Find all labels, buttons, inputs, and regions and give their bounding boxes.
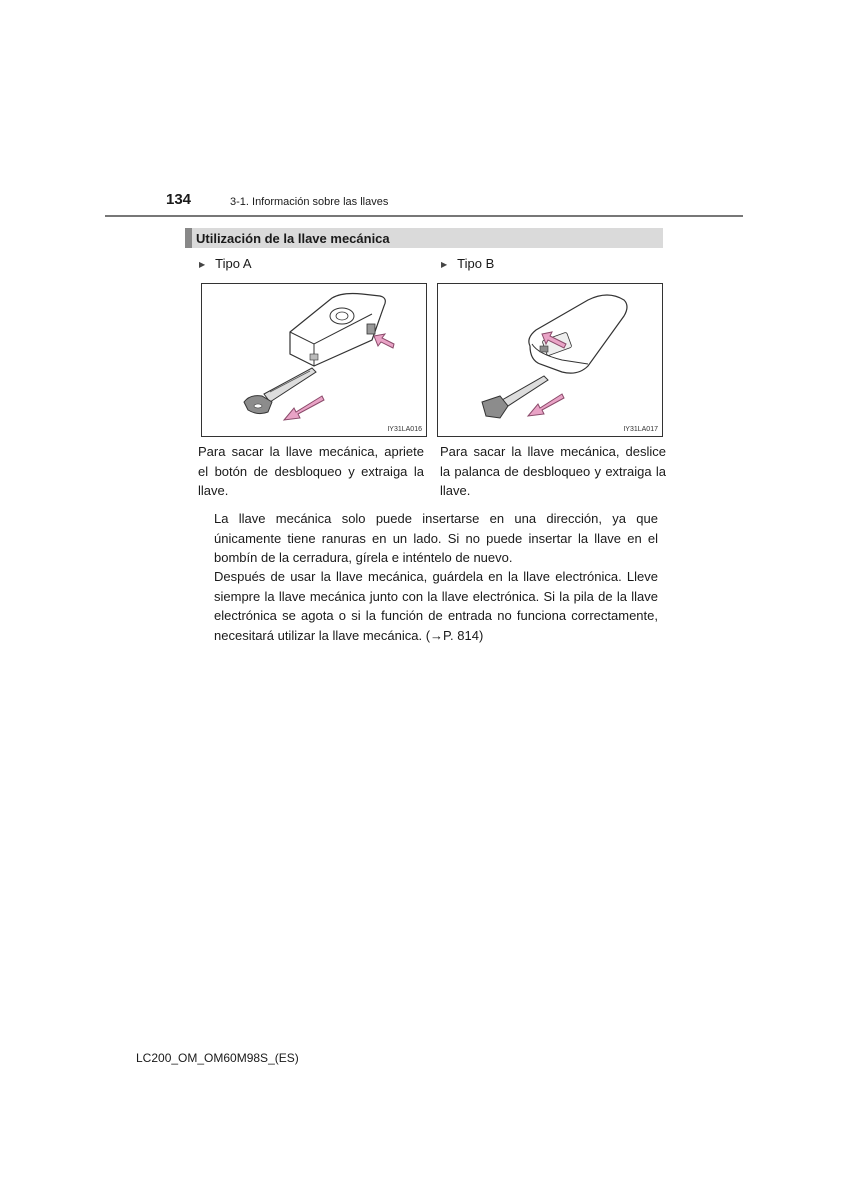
key-type-b-illustration bbox=[438, 284, 662, 436]
type-b-text: Tipo B bbox=[457, 256, 495, 271]
subheading: Utilización de la llave mecánica bbox=[196, 231, 390, 246]
section-title: 3-1. Información sobre las llaves bbox=[230, 196, 389, 208]
triangle-bullet-icon: ▶ bbox=[441, 260, 448, 269]
caption-type-a: Para sacar la llave mecánica, apriete el botón de desbloqueo y extraiga la llave. bbox=[198, 444, 424, 498]
caption-type-b: Para sacar la llave mecánica, deslice la palanca de desbloqueo y extraiga la llave. bbox=[440, 444, 666, 498]
header-rule bbox=[105, 215, 743, 217]
key-type-a-illustration bbox=[202, 284, 426, 436]
footer-code: LC200_OM_OM60M98S_(ES) bbox=[136, 1051, 299, 1065]
figure-type-a bbox=[201, 283, 427, 437]
body-paragraph: La llave mecánica solo puede insertarse en una dirección, ya que únicamente tiene ranuras en un lado. Si no puede insertar la llave en el bombín de la cerradura, gírela e inténtelo de nuevo. bbox=[214, 511, 658, 565]
triangle-bullet-icon: ▶ bbox=[199, 260, 206, 269]
figure-code: IY31LA016 bbox=[387, 426, 422, 433]
body-paragraph: Después de usar la llave mecánica, guárdela en la llave electrónica. Lleve siempre la llave mecánica junto con la llave electrónica. Si la pila de la llave electrónica se agota o si la función de entrada no funciona correctamente, necesitará utilizar la llave mecánica. (→P. 814) bbox=[214, 569, 658, 643]
figure-code: IY31LA017 bbox=[623, 426, 658, 433]
type-b-label bbox=[441, 256, 494, 271]
type-a-label bbox=[199, 256, 252, 271]
page-number: 134 bbox=[166, 191, 192, 208]
type-a-text: Tipo A bbox=[215, 256, 252, 271]
figure-type-b bbox=[437, 283, 663, 437]
